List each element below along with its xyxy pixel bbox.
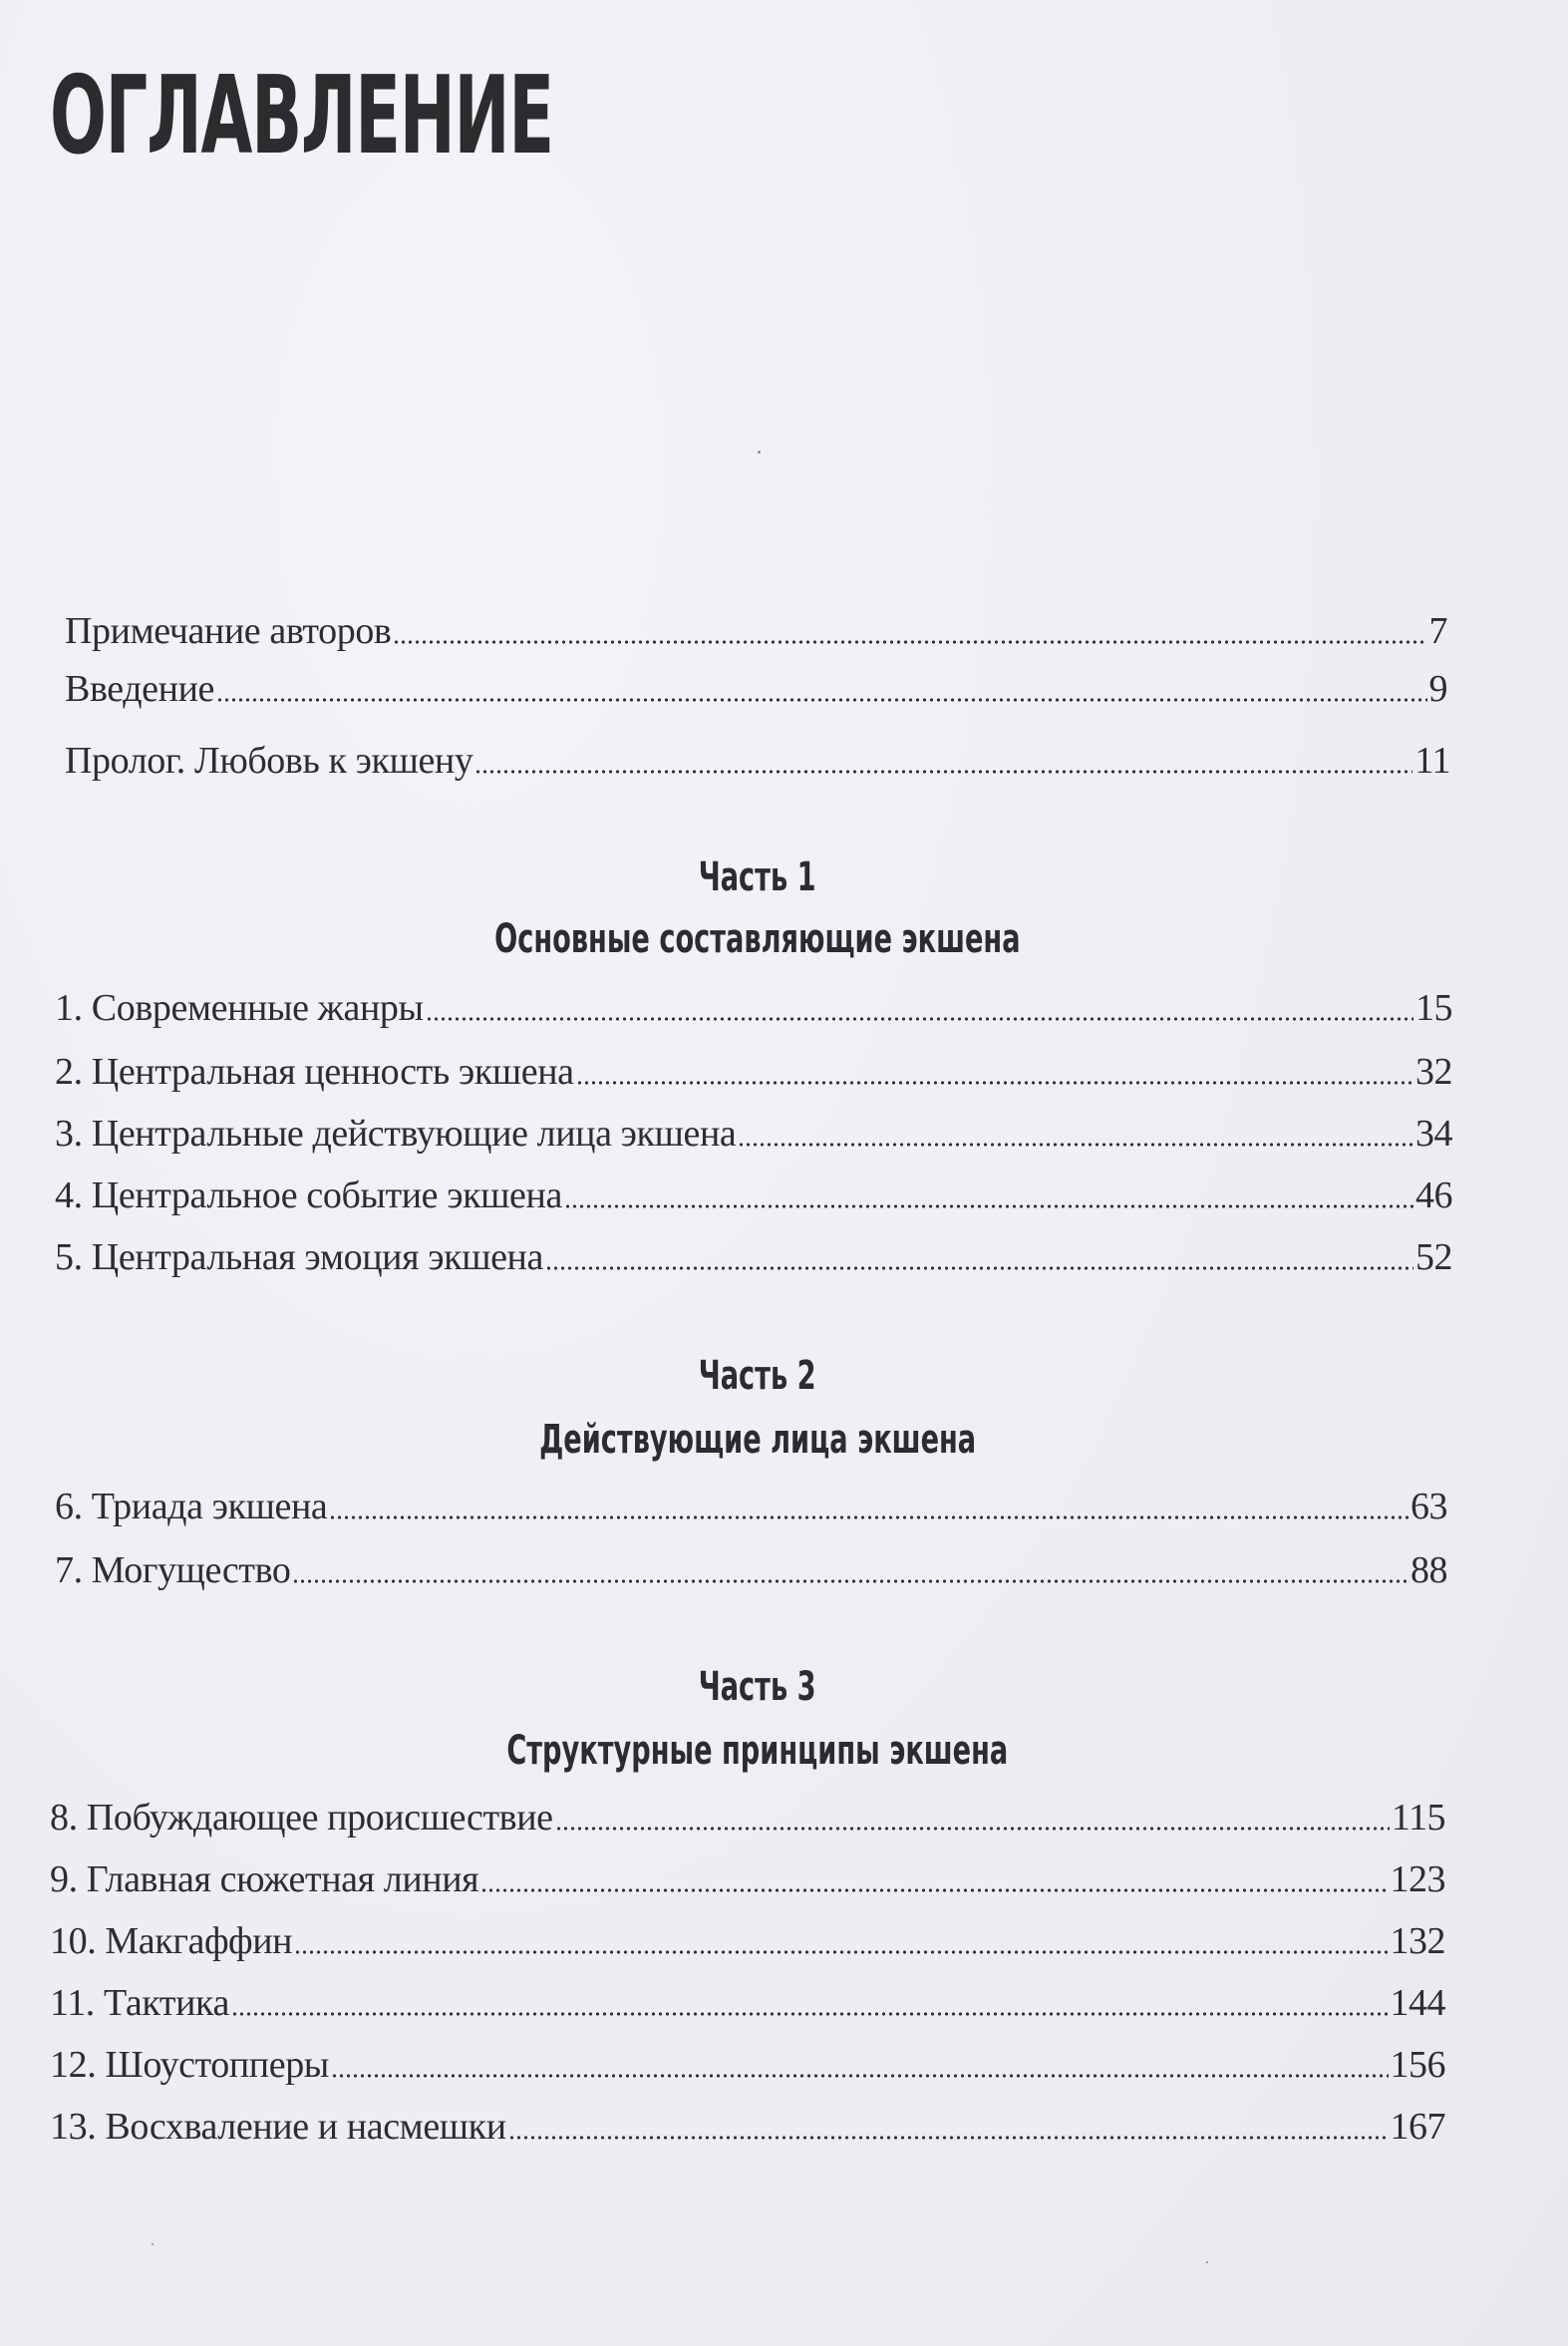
toc-entry[interactable] <box>50 1918 1445 1964</box>
dot-leader <box>294 1925 1388 1955</box>
toc-entry[interactable] <box>50 1795 1445 1841</box>
toc-entry-label: Пролог. Любовь к экшену <box>65 740 473 782</box>
toc-entry-page: 63 <box>1411 1486 1447 1527</box>
dot-leader <box>426 992 1413 1022</box>
dot-leader <box>555 1802 1390 1832</box>
part-1-number: Часть 1 <box>699 854 816 900</box>
part-1-title: Основные составляющие экшена <box>494 916 1021 962</box>
toc-entry-page: 15 <box>1415 987 1452 1029</box>
dot-leader <box>292 1554 1409 1584</box>
toc-entry[interactable] <box>50 1980 1445 2026</box>
toc-entry-label: 11. Тактика <box>50 1982 229 2024</box>
toc-entry-label: 6. Триада экшена <box>55 1486 328 1527</box>
dot-leader <box>216 673 1427 703</box>
toc-entry-page: 11 <box>1414 740 1450 782</box>
toc-entry[interactable] <box>50 2104 1445 2150</box>
toc-entry-label: 8. Побуждающее происшествие <box>50 1797 553 1839</box>
toc-entry-label: 2. Центральная ценность экшена <box>55 1051 574 1093</box>
toc-entry[interactable] <box>55 985 1452 1031</box>
toc-entry-label: 1. Современные жанры <box>55 987 424 1029</box>
paper-speck <box>1206 2261 1208 2263</box>
toc-entry-page: 144 <box>1390 1982 1445 2024</box>
toc-entry-page: 167 <box>1390 2106 1445 2148</box>
paper-speck <box>758 451 761 454</box>
toc-entry-page: 115 <box>1391 1797 1445 1839</box>
dot-leader <box>231 1987 1389 2017</box>
dot-leader <box>480 1863 1388 1893</box>
toc-entry-label: 9. Главная сюжетная линия <box>50 1858 479 1900</box>
toc-entry-page: 88 <box>1411 1549 1447 1591</box>
toc-entry[interactable] <box>55 1173 1452 1218</box>
paper-speck <box>152 2243 154 2245</box>
toc-entry-label: 5. Центральная эмоция экшена <box>55 1236 543 1278</box>
dot-leader <box>576 1056 1413 1086</box>
dot-leader <box>331 2049 1389 2079</box>
toc-entry[interactable] <box>55 1547 1447 1593</box>
toc-entry-page: 52 <box>1415 1236 1452 1278</box>
toc-entry-page: 46 <box>1415 1174 1452 1216</box>
toc-entry[interactable] <box>65 738 1450 784</box>
part-2-title: Действующие лица экшена <box>538 1417 977 1463</box>
toc-entry-page: 123 <box>1390 1858 1445 1900</box>
toc-entry-label: 13. Восхваление и насмешки <box>50 2106 506 2148</box>
part-2-number: Часть 2 <box>699 1353 816 1399</box>
toc-entry[interactable] <box>50 1856 1445 1902</box>
dot-leader <box>738 1118 1413 1148</box>
toc-entry[interactable] <box>55 1484 1447 1529</box>
toc-entry[interactable] <box>55 1111 1452 1157</box>
toc-entry-label: Введение <box>65 668 214 710</box>
toc-entry[interactable] <box>65 608 1447 654</box>
toc-entry-label: 3. Центральные действующие лица экшена <box>55 1113 737 1155</box>
part-3-number: Часть 3 <box>699 1664 816 1710</box>
dot-leader <box>393 615 1426 645</box>
toc-entry-page: 132 <box>1390 1920 1445 1962</box>
page-title: ОГЛАВЛЕНИЕ <box>50 54 553 178</box>
dot-leader <box>545 1241 1413 1271</box>
toc-entry-page: 32 <box>1415 1051 1452 1093</box>
toc-entry-label: 4. Центральное событие экшена <box>55 1174 562 1216</box>
toc-entry-page: 34 <box>1415 1113 1452 1155</box>
toc-entry-page: 9 <box>1428 668 1447 710</box>
toc-entry-label: 12. Шоустопперы <box>50 2044 329 2086</box>
toc-entry-page: 156 <box>1390 2044 1445 2086</box>
toc-entry[interactable] <box>55 1049 1452 1095</box>
toc-entry[interactable] <box>50 2042 1445 2088</box>
toc-entry-page: 7 <box>1428 610 1447 652</box>
toc-entry-label: 7. Могущество <box>55 1549 291 1591</box>
dot-leader <box>508 2111 1389 2141</box>
toc-entry-label: 10. Макгаффин <box>50 1920 293 1962</box>
toc-entry[interactable] <box>55 1234 1452 1280</box>
toc-entry-label: Примечание авторов <box>65 610 392 652</box>
part-3-title: Структурные принципы экшена <box>506 1728 1009 1774</box>
dot-leader <box>474 745 1412 775</box>
toc-entry[interactable] <box>65 666 1447 712</box>
dot-leader <box>564 1179 1413 1209</box>
dot-leader <box>329 1491 1409 1520</box>
